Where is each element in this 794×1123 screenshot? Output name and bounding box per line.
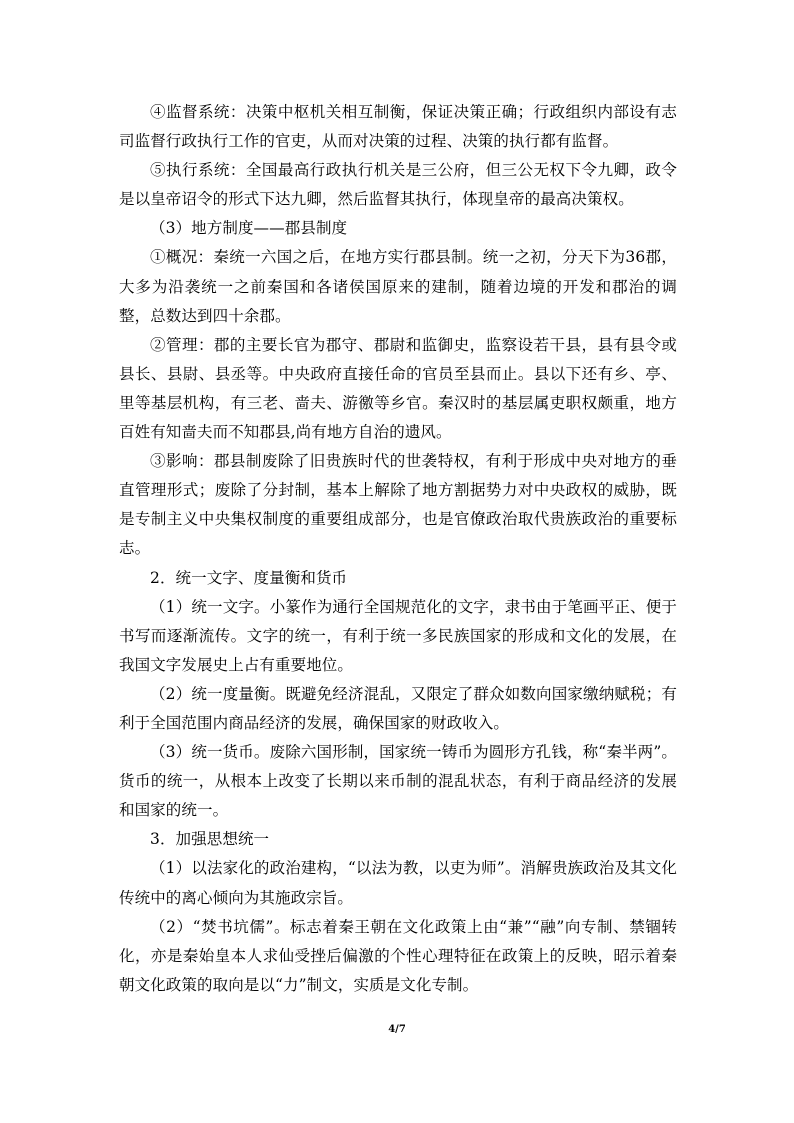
paragraph-unify-script: （1）统一文字。小篆作为通行全国规范化的文字，隶书由于笔画平正、便于书写而逐渐流传。文字的统一，有利于统一多民族国家的形成和文化的发展，在我国文字发展史上占有重要地位。 xyxy=(119,597,677,674)
paragraph-execution-system: ⑤执行系统：全国最高行政执行机关是三公府，但三公无权下令九卿，政令是以皇帝诏令的形式下达九卿，然后监督其执行，体现皇帝的最高决策权。 xyxy=(119,161,677,209)
paragraph-supervision-system: ④监督系统：决策中枢机关相互制衡，保证决策正确；行政组织内部设有志司监督行政执行工作的官吏，从而对决策的过程、决策的执行都有监督。 xyxy=(119,103,677,151)
heading-strengthen-thought: 3．加强思想统一 xyxy=(150,830,270,849)
heading-local-system: （3）地方制度——郡县制度 xyxy=(150,219,348,238)
paragraph-overview: ①概况：秦统一六国之后，在地方实行郡县制。统一之初，分天下为36郡，大多为沿袭统一之前秦国和各诸侯国原来的建制，随着边境的开发和郡治的调整，总数达到四十余郡。 xyxy=(119,248,677,325)
page-number: 4/7 xyxy=(388,1024,406,1035)
paragraph-burning-books: （2）“焚书坑儒”。标志着秦王朝在文化政策上由“兼”“融”向专制、禁锢转化，亦是秦始皇本人求仙受挫后偏激的个性心理特征在政策上的反映，昭示着秦朝文化政策的取向是以“力”制文，实质是文化专制。 xyxy=(119,917,677,994)
heading-unify-script-measures-currency: 2．统一文字、度量衡和货币 xyxy=(150,568,348,587)
paragraph-unify-currency: （3）统一货币。废除六国形制，国家统一铸币为圆形方孔钱，称“秦半两”。货币的统一，从根本上改变了长期以来币制的混乱状态，有利于商品经济的发展和国家的统一。 xyxy=(119,743,677,820)
paragraph-legalist-politics: （1）以法家化的政治建构，“以法为教，以吏为师”。消解贵族政治及其文化传统中的离心倾向为其施政宗旨。 xyxy=(119,859,677,907)
paragraph-influence: ③影响：郡县制废除了旧贵族时代的世袭特权，有利于形成中央对地方的垂直管理形式；废除了分封制，基本上解除了地方割据势力对中央政权的威胁，既是专制主义中央集权制度的重要组成部分，也是官僚政治取代贵族政治的重要标志。 xyxy=(119,452,677,558)
body-text xyxy=(119,98,677,1000)
paragraph-management: ②管理：郡的主要长官为郡守、郡尉和监御史，监察设若干县，县有县令或县长、县尉、县丞等。中央政府直接任命的官员至县而止。县以下还有乡、亭、里等基层机构，有三老、啬夫、游徼等乡官。秦汉时的基层属吏职权颇重，地方百姓有知啬夫而不知郡县,尚有地方自治的遗风。 xyxy=(119,335,677,442)
paragraph-unify-measures: （2）统一度量衡。既避免经济混乱，又限定了群众如数向国家缴纳赋税；有利于全国范围内商品经济的发展，确保国家的财政收入。 xyxy=(119,684,677,732)
